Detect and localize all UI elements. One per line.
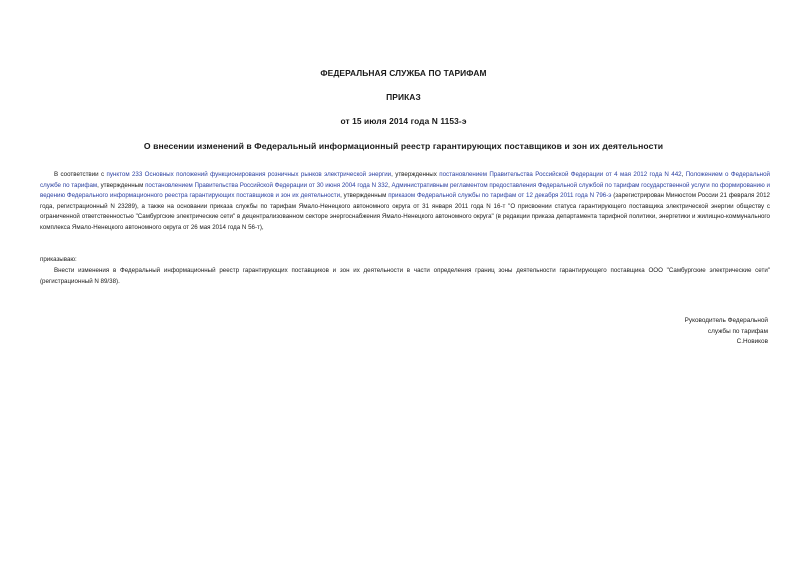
- signature-block: [685, 316, 768, 348]
- link-fst-order-796[interactable]: приказом Федеральной службы по тарифам от 12 декабря 2011 года N 796-э: [388, 192, 612, 199]
- link-government-decree-442[interactable]: постановлением Правительства Российской Федерации от 4 мая 2012 года N 442: [439, 171, 682, 178]
- preamble-text: , утвержденных: [391, 171, 440, 178]
- order-word: приказываю:: [40, 256, 77, 263]
- signature-position-line2: службы по тарифам: [707, 327, 768, 335]
- document-date: от 15 июля 2014 года N 1153-э: [340, 116, 467, 126]
- link-fst-regulation[interactable]: Положением о Федеральной службе по тарифам: [40, 171, 770, 189]
- link-rules-item-233[interactable]: пунктом 233 Основных положений функционирования розничных рынков электрической энергии: [106, 171, 392, 178]
- signature-position-line1: Руководитель Федеральной: [684, 317, 768, 324]
- agency-title: ФЕДЕРАЛЬНАЯ СЛУЖБА ПО ТАРИФАМ: [320, 68, 487, 78]
- preamble-text: , утвержденным: [97, 181, 146, 189]
- preamble-text: В соответствии с: [54, 171, 107, 178]
- preamble-text: , утвержденным: [340, 192, 389, 199]
- link-government-decree-332[interactable]: постановлением Правительства Российской Федерации от 30 июня 2004 года N 332: [145, 181, 389, 189]
- document-type: ПРИКАЗ: [386, 92, 421, 102]
- document-subject: О внесении изменений в Федеральный информационный реестр гарантирующих поставщиков и зон их деятельности: [143, 141, 664, 151]
- order-paragraph: Внести изменения в Федеральный информационный реестр гарантирующих поставщиков и зон их деятельности в части определения границ зоны деятельности гарантирующего поставщика ООО "Самбургские электрические сети" (регистрационный N 89/38).: [40, 267, 770, 285]
- link-administrative-regulation[interactable]: Административным регламентом предоставления Федеральной службой по тарифам государственной услуги по формированию и ведению Федерального информационного реестра гарантирующих поставщиков и зон их деятельности: [40, 181, 770, 199]
- preamble-text: (зарегистрирован Минюстом России 21 февраля 2012 года, регистрационный N 23289), а также на основании приказа службы по тарифам Ямало-Ненецкого автономного округа от 31 января 2011 года N 16-т "О присвоении статуса гарантирующего поставщика электрической энергии обществу с ограниченной ответственностью "Самбургские электрические сети" в децентрализованном секторе энергоснабжения Ямало-Ненецкого автономного округа" (в редакции приказа департамента тарифной политики, энергетики и жилищно-коммунального комплекса Ямало-Ненецкого автономного округа от 26 мая 2014 года N 56-т),: [40, 192, 770, 231]
- preamble-text: ,: [681, 171, 686, 178]
- preamble-text: ,: [388, 181, 392, 189]
- signature-name: С.Новиков: [736, 338, 768, 345]
- preamble-paragraph: [40, 170, 770, 233]
